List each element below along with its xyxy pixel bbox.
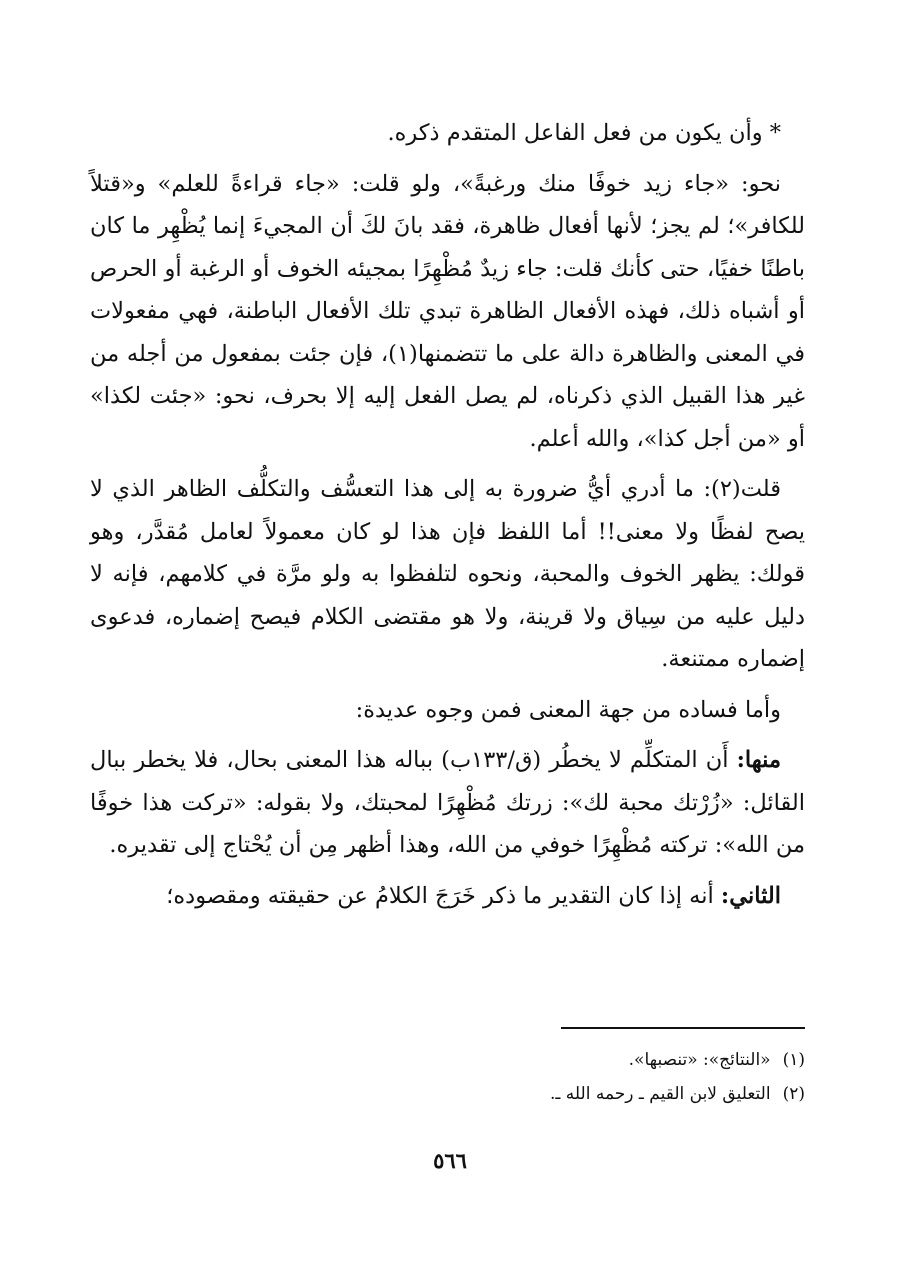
footnote-1-text: «النتائج»: «تنصبها». <box>628 1050 771 1070</box>
paragraph-3-text: قلت(٢): ما أدري أيُّ ضرورة به إلى هذا التعسُّف والتكلُّف الظاهر الذي لا يصح لفظًا ولا معنى!! أما اللفظ فإن هذا لو كان معمولاً لعامل مُقدَّر، وهو قولك: يظهر الخوف والمحبة، ونحوه لتلفظوا به ولو مرَّة في كلامهم، فإنه لا دليل عليه من سِياق ولا قرينة، ولا هو مقتضى الكلام فيصح إضماره، فدعوى إضماره ممتنعة. <box>90 476 805 672</box>
footnotes <box>90 1043 805 1111</box>
paragraph-4-text: وأما فساده من جهة المعنى فمن وجوه عديدة: <box>355 696 781 723</box>
paragraph-2-text: نحو: «جاء زيد خوفًا منك ورغبةً»، ولو قلت: «جاء قراءةً للعلم» و«قتلاً للكافر»؛ لم يجز؛ لأنها أفعال ظاهرة، فقد بانَ لكَ أن المجيءَ إنما يُظْهِر ما كان باطنًا خفيًا، حتى كأنك قلت: جاء زيدٌ مُظْهِرًا بمجيئه الخوف أو الرغبة أو الحرص أو أشباه ذلك، فهذه الأفعال الظاهرة تبدي تلك الأفعال الباطنة، فهي مفعولات في المعنى والظاهرة دالة على ما تتضمنها(١)، فإن جئت بمفعول من أجله من غير هذا القبيل الذي ذكرناه، لم يصل الفعل إليه إلا بحرف، نحو: «جئت لكذا» أو «من أجل كذا»، والله أعلم. <box>90 170 805 452</box>
paragraph-5 <box>90 739 805 867</box>
footnote-1-number: (١) <box>782 1050 805 1070</box>
main-text <box>90 112 805 925</box>
paragraph-6-text: أنه إذا كان التقدير ما ذكر خَرَجَ الكلامُ عن حقيقته ومقصوده؛ <box>166 882 721 909</box>
footnote-2 <box>90 1077 805 1111</box>
paragraph-1 <box>90 112 805 155</box>
paragraph-6 <box>90 875 805 918</box>
footnote-2-text: التعليق لابن القيم ـ رحمه الله ـ. <box>550 1084 771 1104</box>
paragraph-3 <box>90 468 805 681</box>
paragraph-1-text: * وأن يكون من فعل الفاعل المتقدم ذكره. <box>387 120 781 146</box>
paragraph-2 <box>90 163 805 461</box>
paragraph-6-lead: الثاني: <box>720 882 781 909</box>
footnote-1 <box>90 1043 805 1077</box>
page-number: ٥٦٦ <box>433 1148 467 1173</box>
paragraph-5-lead: منها: <box>736 747 781 773</box>
paragraph-4 <box>90 689 805 732</box>
paragraph-5-text: أَن المتكلِّم لا يخطُر (ق/١٣٣ب) بباله هذا المعنى بحال، فلا يخطر ببال القائل: «زُرْتك محبة لك»: زرتك مُظْهِرًا لمحبتك، ولا بقوله: «تركت هذا خوفًا من الله»: تركته مُظْهِرًا خوفي من الله، وهذا أظهر مِن أن يُحْتاج إلى تقديره. <box>90 747 805 858</box>
footnote-2-number: (٢) <box>782 1084 805 1104</box>
footnote-divider <box>561 1027 805 1029</box>
